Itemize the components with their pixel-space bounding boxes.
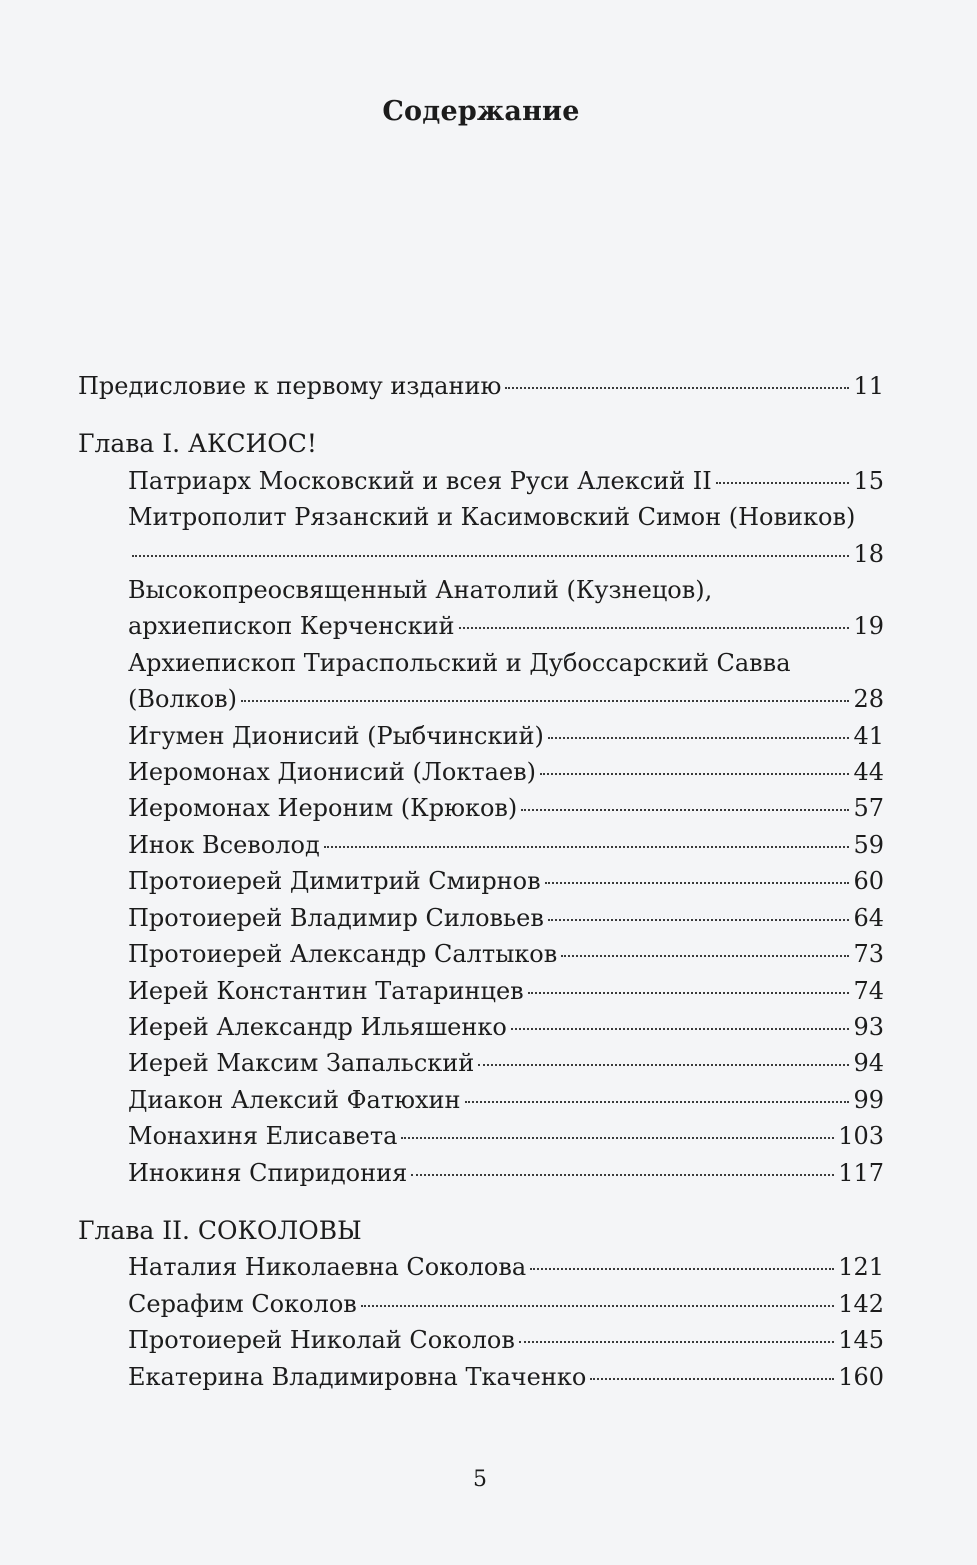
toc-entry-line xyxy=(128,790,884,826)
page-title: Содержание xyxy=(382,96,580,127)
toc-entry-page: 94 xyxy=(853,1049,884,1078)
toc-entry-page: 11 xyxy=(853,372,884,400)
toc-entry-text: Иерей Константин Татаринцев xyxy=(128,976,524,1005)
toc-entry-text: Наталия Николаевна Соколова xyxy=(128,1253,527,1282)
toc-entry-page: 93 xyxy=(853,1012,884,1041)
toc-entry-line xyxy=(128,863,884,899)
toc-entry xyxy=(78,1155,884,1191)
toc-entry xyxy=(78,1082,884,1118)
toc-entry-text: Игумен Дионисий (Рыбчинский) xyxy=(128,721,544,750)
chapters-list xyxy=(78,426,884,1395)
dot-leader xyxy=(241,700,849,702)
toc-entry-line xyxy=(128,1155,884,1191)
dot-leader xyxy=(465,1101,850,1103)
dot-leader xyxy=(505,387,849,389)
toc-entry-page: 74 xyxy=(853,976,884,1005)
toc-entry-line xyxy=(128,1286,884,1322)
toc-entry-text: Высокопреосвященный Анатолий (Кузнецов), xyxy=(128,576,713,605)
dot-leader xyxy=(540,773,849,775)
toc-entry-text: Инокиня Спиридония xyxy=(128,1158,408,1187)
toc-entry-page: 64 xyxy=(853,903,884,932)
dot-leader xyxy=(324,846,850,848)
toc-entry-text: Протоиерей Александр Салтыков xyxy=(128,940,558,969)
toc-entry-page: 59 xyxy=(853,830,884,859)
toc-entry-page: 145 xyxy=(838,1326,884,1355)
dot-leader xyxy=(519,1341,834,1343)
toc-entry-line xyxy=(128,536,884,572)
toc-entry-text: Инок Всеволод xyxy=(128,830,320,859)
toc-entry xyxy=(78,754,884,790)
dot-leader xyxy=(528,992,850,994)
toc-entry-line xyxy=(128,1322,884,1358)
toc-entry-line xyxy=(128,1045,884,1081)
toc-entry xyxy=(78,1045,884,1081)
dot-leader xyxy=(411,1174,834,1176)
toc-entry-text: Архиепископ Тираспольский и Дубоссарский Савва xyxy=(128,648,791,677)
toc-entry xyxy=(78,936,884,972)
toc-entry-line xyxy=(128,1009,884,1045)
dot-leader xyxy=(561,955,849,957)
toc-entry-page: 18 xyxy=(853,539,884,568)
toc-entry-page: 160 xyxy=(838,1362,884,1391)
toc-entry xyxy=(78,1249,884,1285)
toc-entry-line xyxy=(128,936,884,972)
toc-entry xyxy=(78,572,884,645)
toc-entry xyxy=(78,463,884,499)
toc-entry-text: Иерей Максим Запальский xyxy=(128,1049,475,1078)
toc-entry xyxy=(78,645,884,718)
toc-entry-text: (Волков) xyxy=(128,685,238,714)
toc-entry-line xyxy=(128,973,884,1009)
toc-entry-line xyxy=(128,681,884,717)
toc-entry-line xyxy=(128,1359,884,1395)
toc-entry-text: Протоиерей Владимир Силовьев xyxy=(128,903,544,932)
table-of-contents xyxy=(78,368,884,1395)
toc-entry-line xyxy=(78,368,884,404)
toc-entry-text: Митрополит Рязанский и Касимовский Симон (Новиков) xyxy=(128,503,856,532)
toc-entry xyxy=(78,900,884,936)
toc-entry-preface xyxy=(78,368,884,404)
toc-entry xyxy=(78,499,884,572)
toc-entry-page: 15 xyxy=(853,466,884,495)
toc-entry-line xyxy=(128,463,884,499)
dot-leader xyxy=(401,1137,834,1139)
toc-entry xyxy=(78,827,884,863)
toc-entry-text: Серафим Соколов xyxy=(128,1289,357,1318)
toc-entry-page: 117 xyxy=(838,1158,884,1187)
toc-entry xyxy=(78,1359,884,1395)
toc-entry xyxy=(78,790,884,826)
toc-entry-text: Иерей Александр Ильяшенко xyxy=(128,1012,507,1041)
toc-entry xyxy=(78,973,884,1009)
toc-entry-text: Патриарх Московский и всея Руси Алексий II xyxy=(128,466,712,495)
toc-entry-text: Иеромонах Иероним (Крюков) xyxy=(128,794,518,823)
toc-entry-page: 99 xyxy=(853,1085,884,1114)
toc-entry-text: Предисловие к первому изданию xyxy=(78,372,502,400)
toc-entry-line xyxy=(128,827,884,863)
dot-leader xyxy=(478,1064,849,1066)
toc-entry-page: 57 xyxy=(853,794,884,823)
toc-entry-line xyxy=(128,1249,884,1285)
toc-entry xyxy=(78,1009,884,1045)
chapter-heading: Глава I. АКСИОС! xyxy=(78,429,317,459)
toc-entry xyxy=(78,863,884,899)
dot-leader xyxy=(530,1268,834,1270)
dot-leader xyxy=(548,919,850,921)
toc-entry-page: 121 xyxy=(838,1253,884,1282)
toc-entry xyxy=(78,718,884,754)
toc-entry xyxy=(78,1118,884,1154)
toc-entry-page: 60 xyxy=(853,867,884,896)
dot-leader xyxy=(459,627,850,629)
page-number: 5 xyxy=(473,1467,487,1492)
dot-leader xyxy=(590,1378,834,1380)
dot-leader xyxy=(361,1305,834,1307)
toc-entry-page: 44 xyxy=(853,758,884,787)
toc-entry-text: Протоиерей Димитрий Смирнов xyxy=(128,867,541,896)
toc-entry-text: архиепископ Керченский xyxy=(128,612,455,641)
toc-entry-page: 73 xyxy=(853,940,884,969)
toc-entry xyxy=(78,1322,884,1358)
dot-leader xyxy=(545,882,850,884)
toc-entry-line xyxy=(128,1082,884,1118)
toc-entry-text: Протоиерей Николай Соколов xyxy=(128,1326,515,1355)
toc-entry-line xyxy=(128,900,884,936)
dot-leader xyxy=(511,1028,850,1030)
toc-entry-text: Монахиня Елисавета xyxy=(128,1122,398,1151)
toc-entry-page: 103 xyxy=(838,1122,884,1151)
dot-leader xyxy=(716,482,850,484)
dot-leader xyxy=(548,737,850,739)
toc-entry-line xyxy=(128,1118,884,1154)
toc-entry-text: Диакон Алексий Фатюхин xyxy=(128,1085,461,1114)
dot-leader xyxy=(521,809,849,811)
chapter-heading: Глава II. СОКОЛОВЫ xyxy=(78,1215,362,1245)
dot-leader xyxy=(132,555,849,557)
toc-entry-line xyxy=(128,754,884,790)
toc-entry-text: Иеромонах Дионисий (Локтаев) xyxy=(128,758,537,787)
toc-entry-text: Екатерина Владимировна Ткаченко xyxy=(128,1362,587,1391)
toc-entry-page: 142 xyxy=(838,1289,884,1318)
toc-entry-line xyxy=(128,718,884,754)
toc-entry-page: 19 xyxy=(853,612,884,641)
toc-entry-line xyxy=(128,608,884,644)
toc-entry-page: 41 xyxy=(853,721,884,750)
toc-entry xyxy=(78,1286,884,1322)
toc-entry-page: 28 xyxy=(853,685,884,714)
